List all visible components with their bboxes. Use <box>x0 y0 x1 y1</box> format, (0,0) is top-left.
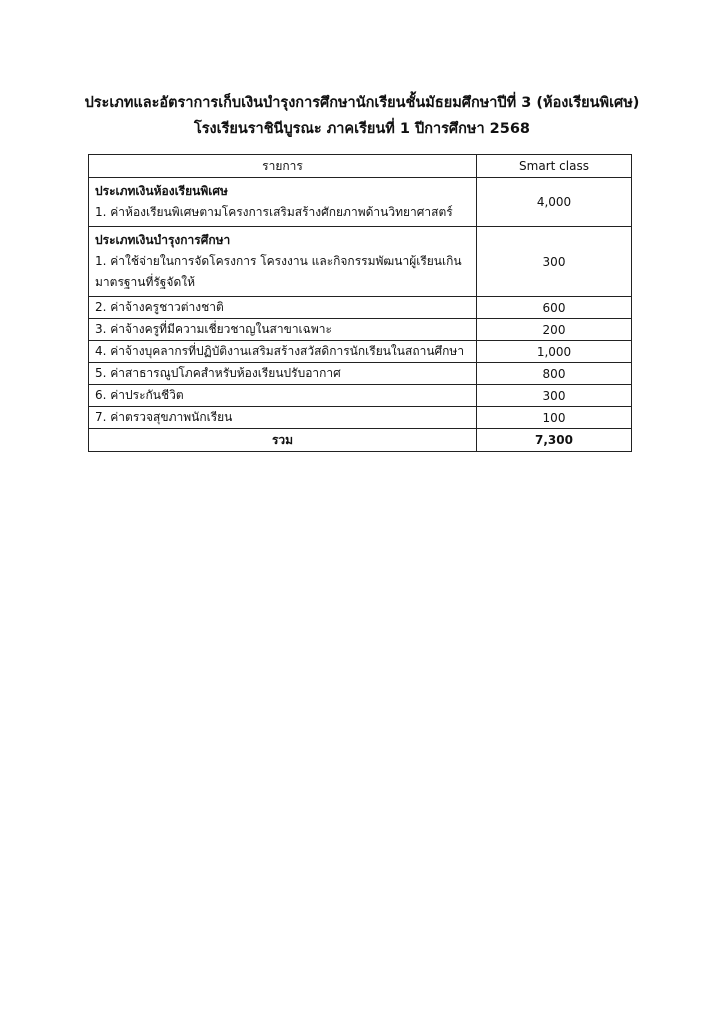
item-amount: 300 <box>477 227 632 297</box>
table-row <box>89 227 632 297</box>
table-header-row <box>89 155 632 178</box>
group-heading-special-class: ประเภทเงินห้องเรียนพิเศษ <box>95 184 228 198</box>
table-row <box>89 385 632 407</box>
table-row <box>89 341 632 363</box>
item-label: 2. ค่าจ้างครูชาวต่างชาติ <box>89 297 477 319</box>
item-label: 3. ค่าจ้างครูที่มีความเชี่ยวชาญในสาขาเฉพาะ <box>89 319 477 341</box>
item-amount: 100 <box>477 407 632 429</box>
group-cell <box>89 227 477 297</box>
total-label: รวม <box>89 429 477 452</box>
fee-table <box>88 154 632 452</box>
group-heading-maintenance-fee: ประเภทเงินบำรุงการศึกษา <box>95 233 231 247</box>
table-row <box>89 319 632 341</box>
header-amount: Smart class <box>477 155 632 178</box>
table-row <box>89 363 632 385</box>
item-amount: 300 <box>477 385 632 407</box>
item-amount: 4,000 <box>477 178 632 227</box>
item-label: 1. ค่าใช้จ่ายในการจัดโครงการ โครงงาน และกิจกรรมพัฒนาผู้เรียนเกินมาตรฐานที่รัฐจัดให้ <box>95 254 462 289</box>
item-label: 5. ค่าสาธารณูปโภคสำหรับห้องเรียนปรับอากาศ <box>89 363 477 385</box>
title-line-1: ประเภทและอัตราการเก็บเงินบำรุงการศึกษานักเรียนชั้นมัธยมศึกษาปีที่ 3 (ห้องเรียนพิเศษ) <box>84 95 640 111</box>
item-label: 4. ค่าจ้างบุคลากรที่ปฏิบัติงานเสริมสร้างสวัสดิการนักเรียนในสถานศึกษา <box>89 341 477 363</box>
total-amount: 7,300 <box>477 429 632 452</box>
item-amount: 1,000 <box>477 341 632 363</box>
item-label: 6. ค่าประกันชีวิต <box>89 385 477 407</box>
document-title <box>40 90 684 142</box>
item-amount: 200 <box>477 319 632 341</box>
group-cell <box>89 178 477 227</box>
table-row <box>89 178 632 227</box>
table-row <box>89 297 632 319</box>
title-line-2: โรงเรียนราชินีบูรณะ ภาคเรียนที่ 1 ปีการศึกษา 2568 <box>193 121 531 137</box>
item-label: 1. ค่าห้องเรียนพิเศษตามโครงการเสริมสร้างศักยภาพด้านวิทยาศาสตร์ <box>95 205 453 219</box>
item-amount: 800 <box>477 363 632 385</box>
header-item: รายการ <box>89 155 477 178</box>
item-label: 7. ค่าตรวจสุขภาพนักเรียน <box>89 407 477 429</box>
total-row <box>89 429 632 452</box>
table-row <box>89 407 632 429</box>
item-amount: 600 <box>477 297 632 319</box>
